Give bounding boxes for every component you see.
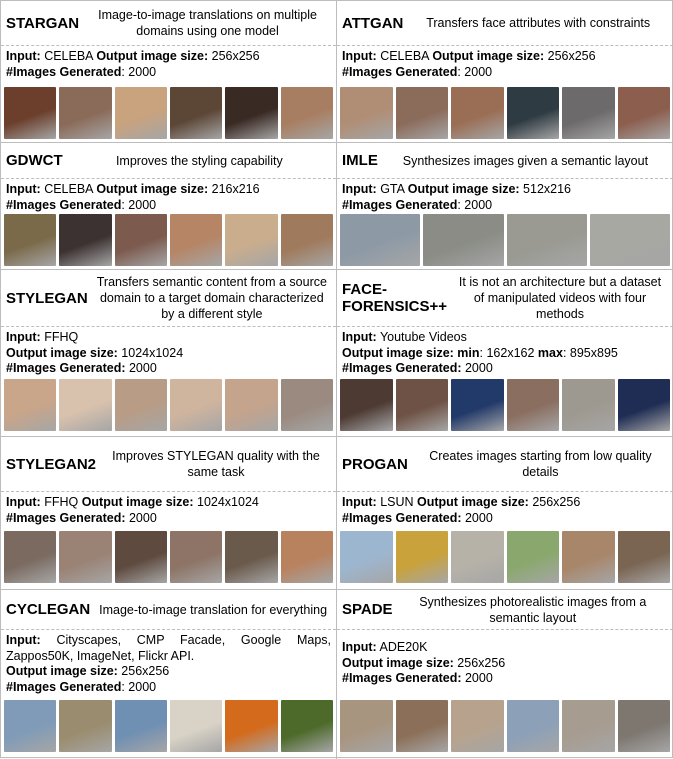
sample-image bbox=[59, 214, 111, 266]
model-name: STYLEGAN2 bbox=[6, 455, 97, 473]
cell-cyclegan bbox=[1, 590, 336, 758]
model-description: Synthesizes images given a semantic layout bbox=[402, 153, 649, 168]
sample-image bbox=[396, 379, 449, 431]
cell-stylegan2 bbox=[1, 437, 336, 589]
model-info: Input: FFHQ Output image size: 1024x1024 #Images Generated: 2000 bbox=[6, 330, 184, 375]
sample-image bbox=[507, 87, 560, 139]
cell-stylegan bbox=[1, 270, 336, 436]
sample-image bbox=[59, 379, 111, 431]
model-info: Input: GTA Output image size: 512x216 #Images Generated: 2000 bbox=[342, 182, 572, 212]
model-description: Transfers face attributes with constraints bbox=[426, 16, 651, 30]
sample-image bbox=[170, 214, 222, 266]
cell-stargan bbox=[1, 1, 336, 142]
model-name: IMLE bbox=[342, 152, 378, 169]
sample-image bbox=[507, 214, 587, 266]
sample-image bbox=[340, 87, 393, 139]
sample-image bbox=[281, 214, 333, 266]
sample-image bbox=[4, 87, 56, 139]
sample-image bbox=[507, 379, 560, 431]
sample-image bbox=[170, 379, 222, 431]
sample-image bbox=[281, 700, 333, 752]
cell-spade bbox=[337, 590, 673, 758]
sample-images bbox=[340, 531, 670, 583]
sample-image bbox=[618, 379, 671, 431]
sample-image bbox=[590, 214, 670, 266]
sample-image bbox=[451, 379, 504, 431]
sample-image bbox=[4, 531, 56, 583]
model-info: Input: Youtube Videos Output image size: min: 162x162 max: 895x895 #Images Generated: 2000 bbox=[342, 330, 618, 375]
sample-image bbox=[423, 214, 503, 266]
sample-image bbox=[115, 214, 167, 266]
sample-image bbox=[281, 87, 333, 139]
sample-image bbox=[59, 87, 111, 139]
sample-image bbox=[281, 379, 333, 431]
sample-image bbox=[59, 700, 111, 752]
sample-image bbox=[170, 87, 222, 139]
model-info: Input: FFHQ Output image size: 1024x1024 #Images Generated: 2000 bbox=[6, 495, 259, 525]
model-description: Image-to-image translation for everything bbox=[99, 602, 328, 617]
sample-image bbox=[618, 531, 671, 583]
model-description: Improves the styling capability bbox=[115, 153, 283, 168]
sample-image bbox=[4, 214, 56, 266]
model-info: Input: CELEBA Output image size: 216x216 #Images Generated: 2000 bbox=[6, 182, 260, 212]
cell-imle bbox=[337, 143, 673, 269]
sample-image bbox=[507, 531, 560, 583]
model-description: Synthesizes photorealistic images from a semantic layout bbox=[419, 594, 647, 625]
sample-image bbox=[115, 700, 167, 752]
sample-images bbox=[4, 379, 333, 431]
model-name: STYLEGAN bbox=[6, 289, 88, 307]
sample-image bbox=[4, 700, 56, 752]
model-description: Creates images starting from low quality details bbox=[429, 449, 652, 479]
cell-gdwct bbox=[1, 143, 336, 269]
sample-image bbox=[562, 700, 615, 752]
model-name: FACE- FORENSICS++ bbox=[342, 281, 448, 315]
sample-image bbox=[4, 379, 56, 431]
sample-image bbox=[562, 379, 615, 431]
sample-image bbox=[340, 531, 393, 583]
sample-images bbox=[4, 214, 333, 266]
sample-image bbox=[59, 531, 111, 583]
sample-image bbox=[562, 87, 615, 139]
model-description: Improves STYLEGAN quality with the same task bbox=[112, 449, 320, 479]
sample-image bbox=[115, 87, 167, 139]
sample-image bbox=[225, 87, 277, 139]
sample-image bbox=[340, 379, 393, 431]
sample-images bbox=[4, 87, 333, 139]
sample-image bbox=[281, 531, 333, 583]
sample-image bbox=[618, 87, 671, 139]
sample-image bbox=[115, 531, 167, 583]
sample-images bbox=[340, 379, 670, 431]
model-info: Input: ADE20K Output image size: 256x256 #Images Generated: 2000 bbox=[342, 640, 506, 685]
sample-image bbox=[340, 700, 393, 752]
model-name: CYCLEGAN bbox=[6, 601, 91, 618]
model-description: Transfers semantic content from a source domain to a target domain characterized by a different style bbox=[96, 275, 327, 321]
sample-image bbox=[225, 379, 277, 431]
model-description: Image-to-image translations on multiple domains using one model bbox=[98, 8, 317, 38]
sample-image bbox=[562, 531, 615, 583]
sample-images bbox=[340, 700, 670, 752]
model-info: Input: Cityscapes, CMP Facade, Google Maps, Zappos50K, ImageNet, Flickr API. Output image size: 256x256 #Images Generated: 2000 bbox=[6, 633, 331, 694]
sample-image bbox=[115, 379, 167, 431]
model-name: GDWCT bbox=[6, 152, 63, 169]
sample-image bbox=[507, 700, 560, 752]
model-name: STARGAN bbox=[6, 14, 80, 32]
sample-image bbox=[170, 700, 222, 752]
sample-image bbox=[451, 87, 504, 139]
model-name: ATTGAN bbox=[342, 14, 404, 32]
cell-faceforensics bbox=[337, 270, 673, 436]
model-info: Input: CELEBA Output image size: 256x256 #Images Generated: 2000 bbox=[6, 49, 260, 79]
cell-progan bbox=[337, 437, 673, 589]
model-info: Input: CELEBA Output image size: 256x256 #Images Generated: 2000 bbox=[342, 49, 596, 79]
model-info: Input: LSUN Output image size: 256x256 #Images Generated: 2000 bbox=[342, 495, 581, 525]
sample-images bbox=[4, 531, 333, 583]
cell-attgan bbox=[337, 1, 673, 142]
sample-image bbox=[396, 531, 449, 583]
sample-images bbox=[4, 700, 333, 752]
sample-image bbox=[225, 214, 277, 266]
sample-image bbox=[451, 700, 504, 752]
model-description: It is not an architecture but a dataset of manipulated videos with four methods bbox=[458, 275, 662, 321]
sample-images bbox=[340, 214, 670, 266]
sample-image bbox=[340, 214, 420, 266]
model-name: SPADE bbox=[342, 601, 393, 618]
sample-images bbox=[340, 87, 670, 139]
sample-image bbox=[225, 700, 277, 752]
sample-image bbox=[170, 531, 222, 583]
sample-image bbox=[396, 700, 449, 752]
model-name: PROGAN bbox=[342, 455, 408, 473]
sample-image bbox=[225, 531, 277, 583]
sample-image bbox=[396, 87, 449, 139]
sample-image bbox=[451, 531, 504, 583]
sample-image bbox=[618, 700, 671, 752]
